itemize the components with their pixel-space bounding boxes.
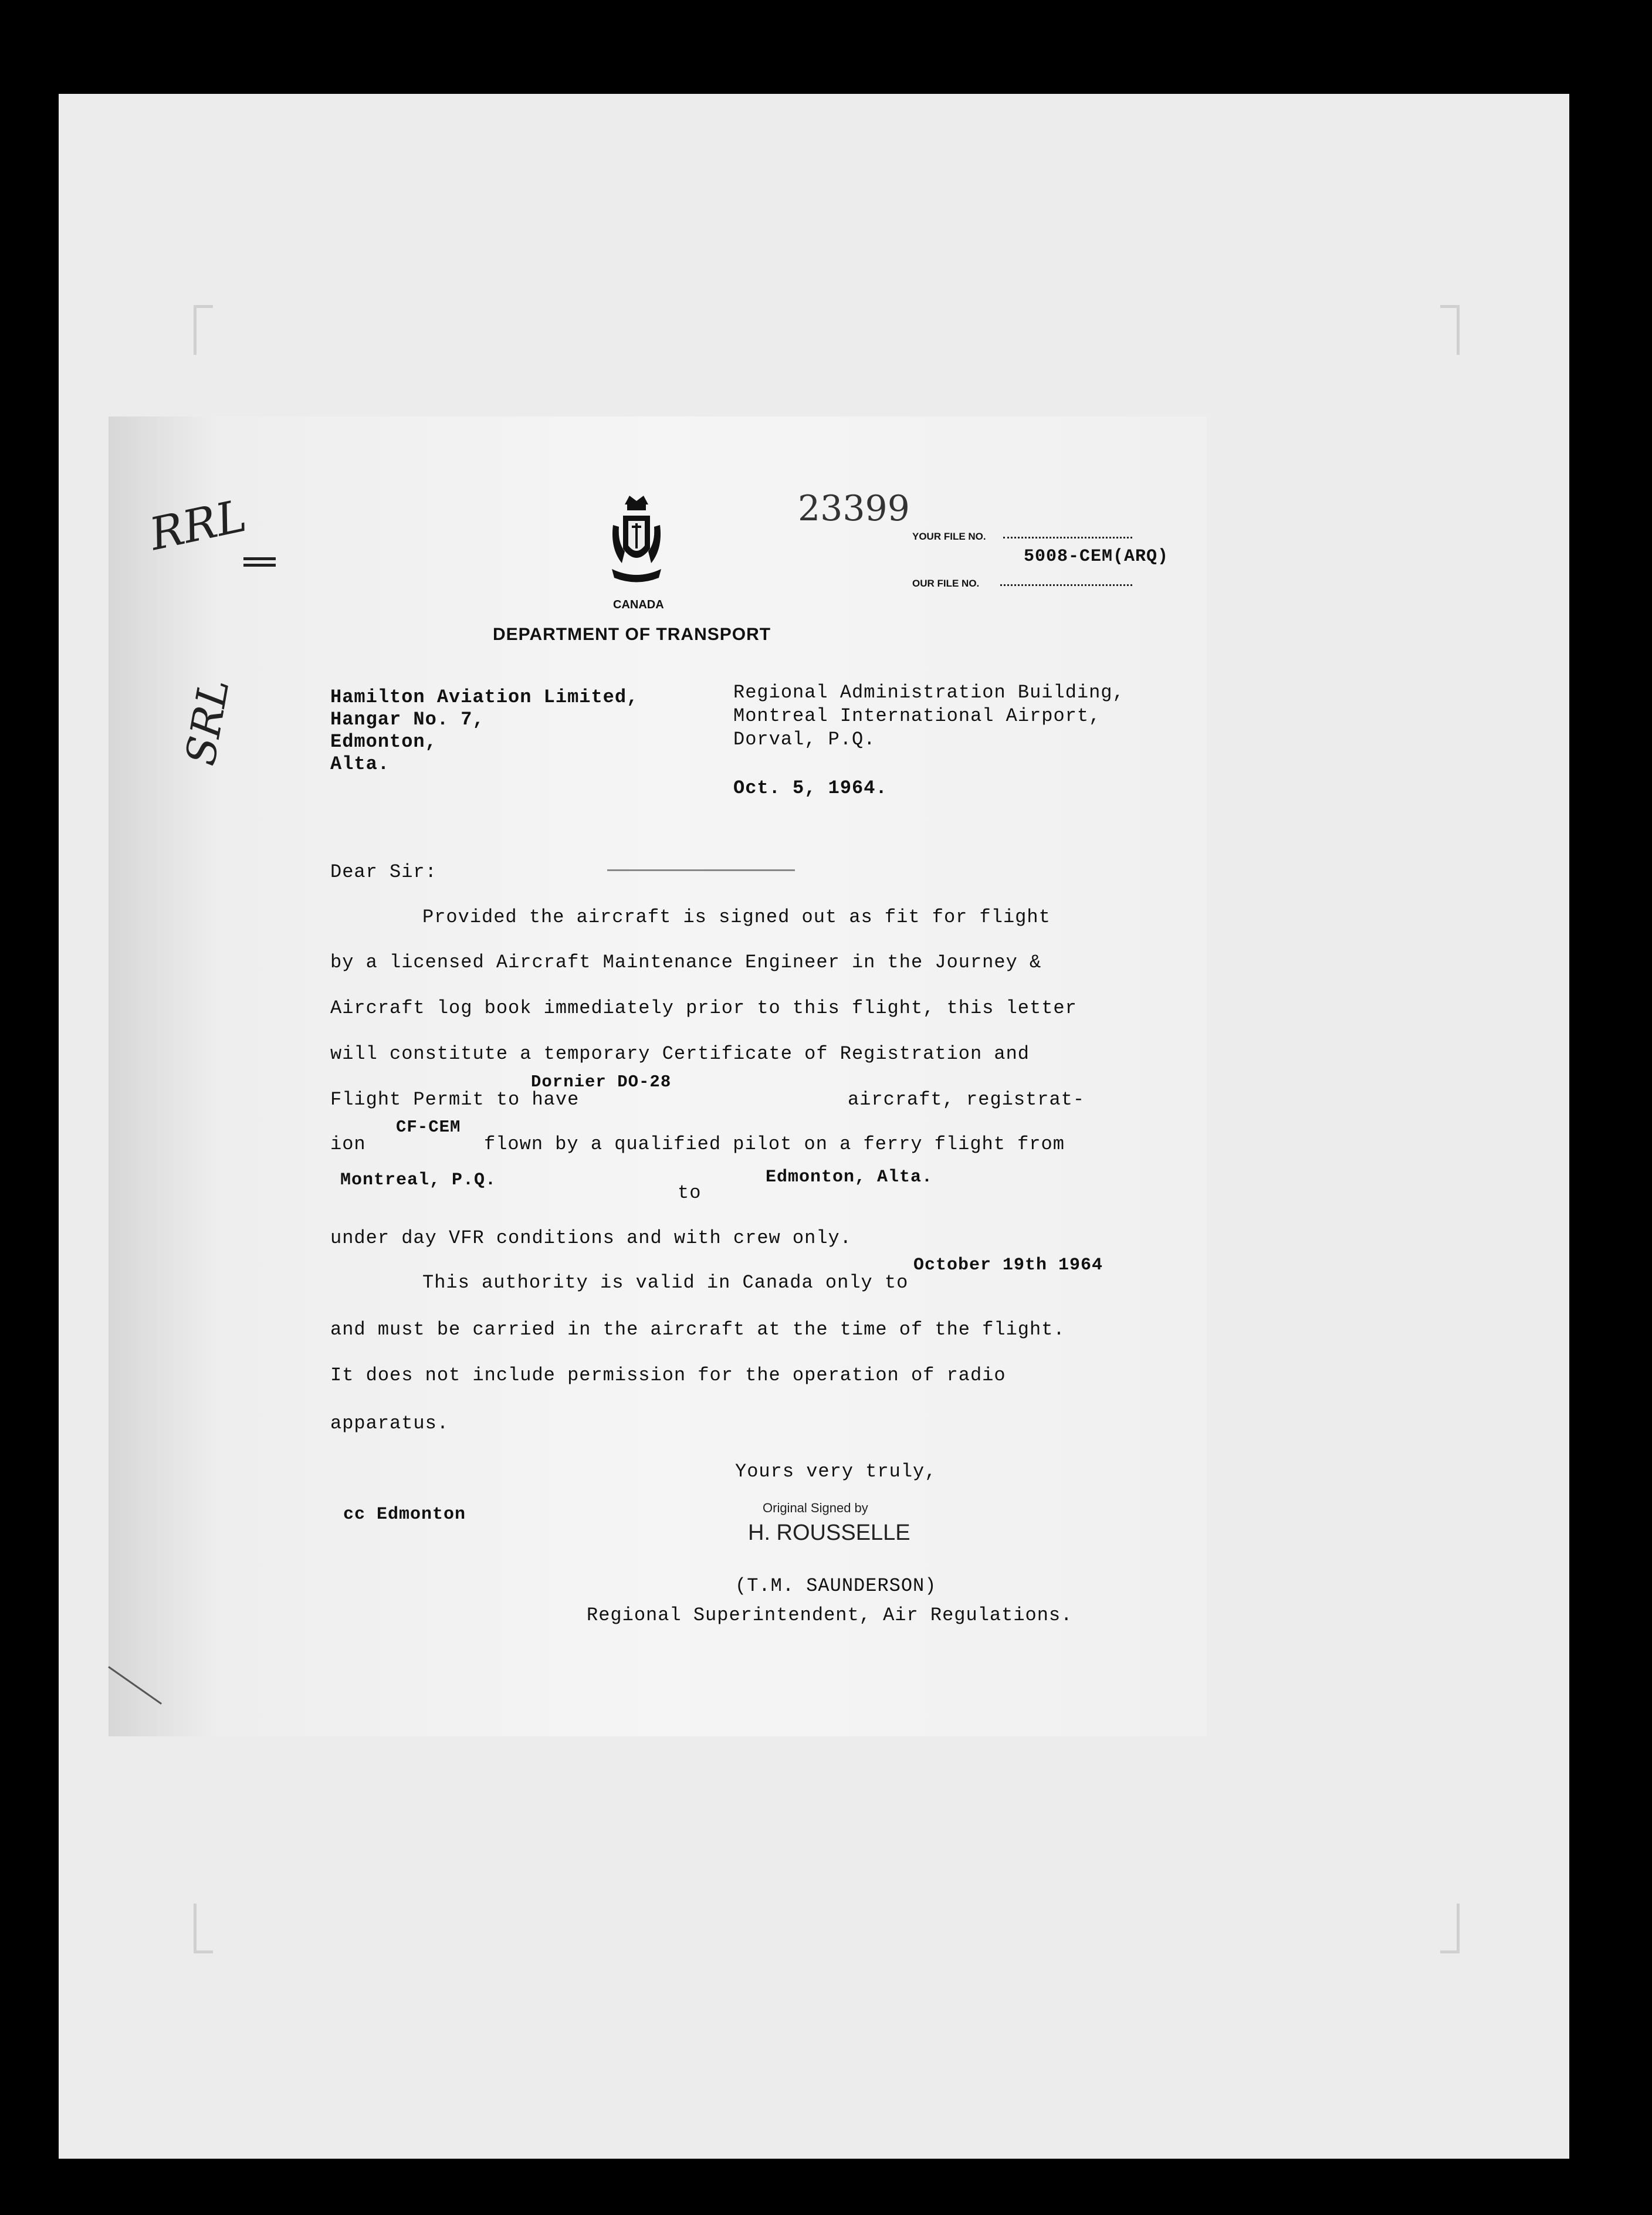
body-line: flown by a qualified pilot on a ferry flight from (484, 1133, 1065, 1155)
letter-document (109, 416, 1207, 1736)
body-line: under day VFR conditions and with crew only. (330, 1227, 852, 1249)
coat-of-arms-icon (607, 493, 666, 587)
salutation: Dear Sir: (330, 861, 437, 883)
aircraft-registration: CF-CEM (396, 1117, 461, 1137)
your-file-line (1003, 537, 1132, 538)
crop-mark-top-left (194, 305, 213, 355)
body-line: aircraft, registrat- (848, 1089, 1085, 1110)
body-line: Aircraft log book immediately prior to this flight, this letter (330, 997, 1077, 1019)
recipient-line: Edmonton, (330, 731, 437, 753)
faint-rule (607, 869, 795, 871)
recipient-line: Hamilton Aviation Limited, (330, 686, 639, 708)
handwritten-initials-top: RRL (145, 489, 251, 561)
country-label: CANADA (613, 598, 664, 611)
our-file-line (1000, 584, 1132, 586)
cc-note: cc Edmonton (343, 1505, 466, 1525)
body-line: Provided the aircraft is signed out as fit for flight (422, 906, 1051, 928)
archive-number: 23399 (798, 488, 910, 529)
valediction: Yours very truly, (735, 1461, 937, 1482)
sender-line: Montreal International Airport, (733, 705, 1101, 727)
department-title: DEPARTMENT OF TRANSPORT (493, 625, 771, 644)
sender-line: Dorval, P.Q. (733, 729, 876, 750)
our-file-number: 5008-CEM(ARQ) (1024, 547, 1169, 567)
flight-destination: Edmonton, Alta. (766, 1167, 933, 1187)
recipient-line: Alta. (330, 753, 390, 775)
letter-date: Oct. 5, 1964. (733, 777, 888, 799)
signatory-name: (T.M. SAUNDERSON) (735, 1575, 937, 1597)
body-line: ion (330, 1133, 366, 1155)
your-file-label: YOUR FILE NO. (912, 531, 986, 542)
body-line: It does not include permission for the operation of radio (330, 1364, 1006, 1386)
body-line: and must be carried in the aircraft at the time of the flight. (330, 1319, 1065, 1340)
crop-mark-bottom-right (1440, 1904, 1460, 1953)
body-line: will constitute a temporary Certificate of Registration and (330, 1043, 1030, 1065)
flight-origin: Montreal, P.Q. (340, 1170, 497, 1190)
sender-line: Regional Administration Building, (733, 682, 1125, 703)
crop-mark-bottom-left (194, 1904, 213, 1953)
signed-note: Original Signed by (763, 1501, 868, 1515)
recipient-line: Hangar No. 7, (330, 709, 485, 730)
to-label: to (678, 1182, 702, 1204)
signature-name: H. ROUSSELLE (748, 1520, 910, 1545)
tick-mark (243, 557, 276, 567)
handwritten-initials-left: SRL (176, 675, 239, 769)
valid-until-date: October 19th 1964 (913, 1255, 1103, 1275)
our-file-label: OUR FILE NO. (912, 578, 980, 589)
crop-mark-top-right (1440, 305, 1460, 355)
body-line: apparatus. (330, 1413, 449, 1434)
body-line: Flight Permit to have (330, 1089, 580, 1110)
signatory-title: Regional Superintendent, Air Regulations. (587, 1604, 1073, 1626)
paper-crease (108, 1666, 162, 1705)
body-line: This authority is valid in Canada only to (422, 1272, 909, 1293)
aircraft-type: Dornier DO-28 (531, 1072, 672, 1092)
body-line: by a licensed Aircraft Maintenance Engineer in the Journey & (330, 951, 1042, 973)
